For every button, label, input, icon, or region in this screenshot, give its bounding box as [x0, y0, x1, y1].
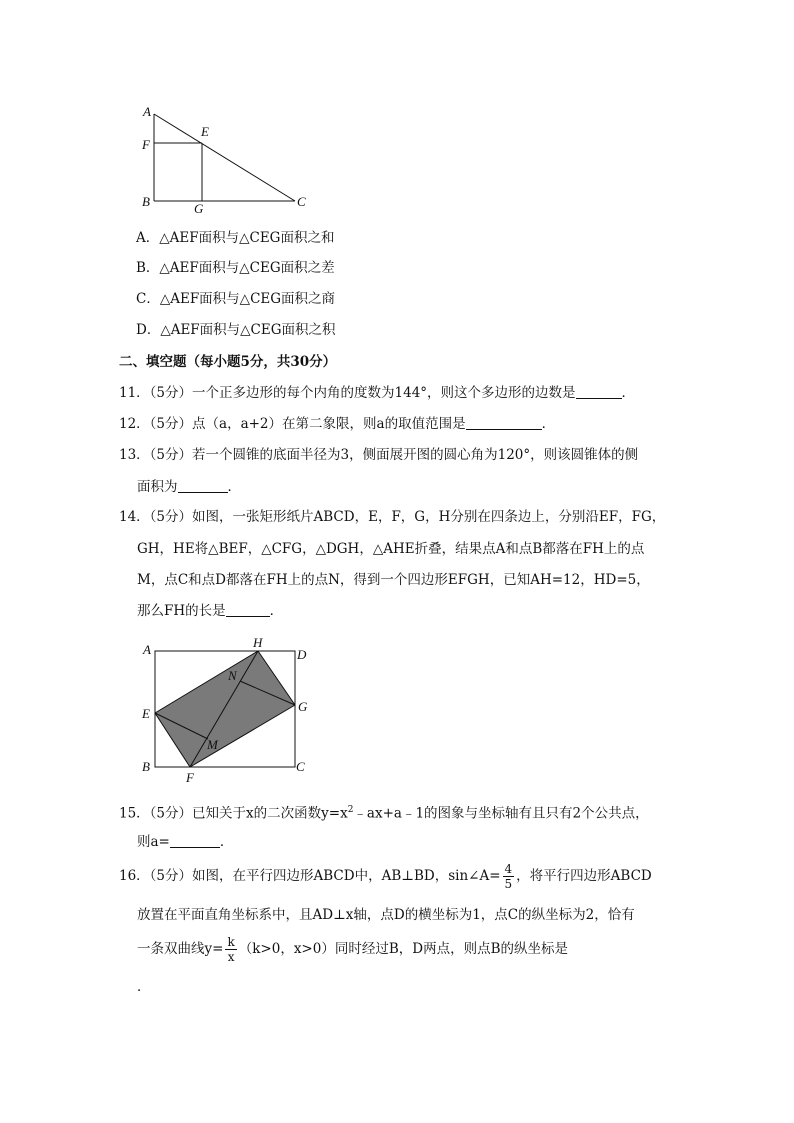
question-15-line2 [137, 832, 233, 852]
q12-blank[interactable] [466, 415, 542, 430]
section-heading: 二、填空题（每小题5分，共30分） [119, 354, 337, 370]
question-14-line2: GH，HE将△BEF，△CFG，△DGH，△AHE折叠，结果点A和点B都落在FH上的点 [137, 541, 645, 557]
question-12 [119, 414, 555, 434]
question-16-line3 [137, 935, 568, 964]
option-d: D．△AEF面积与△CEG面积之积 [136, 322, 336, 338]
label-a: A [143, 104, 151, 119]
label-g: G [298, 699, 308, 714]
option-c: C．△AEF面积与△CEG面积之商 [136, 291, 336, 307]
question-16-line4: ． [137, 979, 151, 995]
option-a: A．△AEF面积与△CEG面积之和 [136, 230, 335, 246]
question-16-line2: 放置在平面直角坐标系中，且AD⊥x轴，点D的横坐标为1，点C的纵坐标为2，恰有 [137, 907, 635, 923]
label-g: G [194, 201, 204, 216]
label-m: M [207, 737, 218, 752]
option-b: B．△AEF面积与△CEG面积之差 [136, 260, 335, 276]
q13-text: 面积为 [137, 479, 178, 495]
label-n: N [228, 668, 237, 683]
q11-text: 11．（5分）一个正多边形的每个内角的度数为144°，则这个多边形的边数是 [119, 385, 576, 401]
q15-sup: 2 [347, 805, 354, 815]
question-13-line2 [137, 477, 241, 497]
q15-part1: 15．（5分）已知关于x的二次函数y=x [119, 805, 348, 822]
q14-end: ． [269, 603, 284, 619]
q15-text: 则a= [137, 834, 170, 850]
q13-blank[interactable] [178, 478, 228, 493]
question-14-line1: 14．（5分）如图，一张矩形纸片ABCD，E，F，G，H分别在四条边上，分别沿EF，FG， [119, 509, 666, 525]
q16-part1: 16．（5分）如图，在平行四边形ABCD中，AB⊥BD，sin∠A= [119, 868, 501, 884]
figure-triangle-rectangle [135, 100, 315, 218]
q11-end: ． [621, 385, 636, 401]
question-14-line4 [137, 601, 283, 621]
quadrilateral-efgh [155, 651, 295, 767]
q16-fraction-kx: $\frac{k}{x}$ [227, 935, 235, 964]
q16-part2: ，将平行四边形ABCD [516, 868, 652, 884]
question-11 [119, 383, 635, 403]
label-b: B [142, 759, 150, 774]
question-13-line1: 13．（5分）若一个圆锥的底面半径为3，侧面展开图的圆心角为120°，则该圆锥体的侧 [119, 447, 639, 463]
q16-fraction-sin: $\frac{4}{5}$ [504, 862, 513, 891]
q11-blank[interactable] [576, 384, 622, 399]
label-h: H [253, 635, 263, 650]
label-c: C [297, 194, 306, 209]
q13-end: ． [227, 479, 241, 495]
label-c: C [296, 759, 305, 774]
question-14-line3: M，点C和点D都落在FH上的点N，得到一个四边形EFGH，已知AH=12，HD=5， [137, 572, 650, 588]
q16-line3a: 一条双曲线y= [137, 941, 224, 957]
label-f: F [142, 137, 150, 152]
q12-text: 12．（5分）点（a，a+2）在第二象限，则a的取值范围是 [119, 416, 466, 432]
question-15-line1 [119, 800, 649, 824]
figure-folded-rectangle [135, 632, 315, 784]
label-f: F [186, 770, 194, 784]
q14-blank[interactable] [226, 602, 270, 617]
q12-end: ． [541, 416, 556, 432]
question-16-line1 [119, 862, 652, 891]
q15-end: ． [219, 834, 234, 850]
segment-ac [154, 114, 295, 201]
q14-text: 那么FH的长是 [137, 603, 226, 619]
label-e: E [142, 706, 150, 721]
label-d: D [297, 647, 307, 662]
q16-line3b: （k>0，x>0）同时经过B，D两点，则点B的纵坐标是 [238, 941, 568, 957]
label-b: B [142, 194, 150, 209]
label-a: A [143, 642, 151, 657]
label-e: E [201, 124, 209, 139]
q15-part2: ﹣ax+a﹣1的图象与坐标轴有且只有2个公共点， [353, 805, 649, 822]
q15-blank[interactable] [170, 833, 220, 848]
